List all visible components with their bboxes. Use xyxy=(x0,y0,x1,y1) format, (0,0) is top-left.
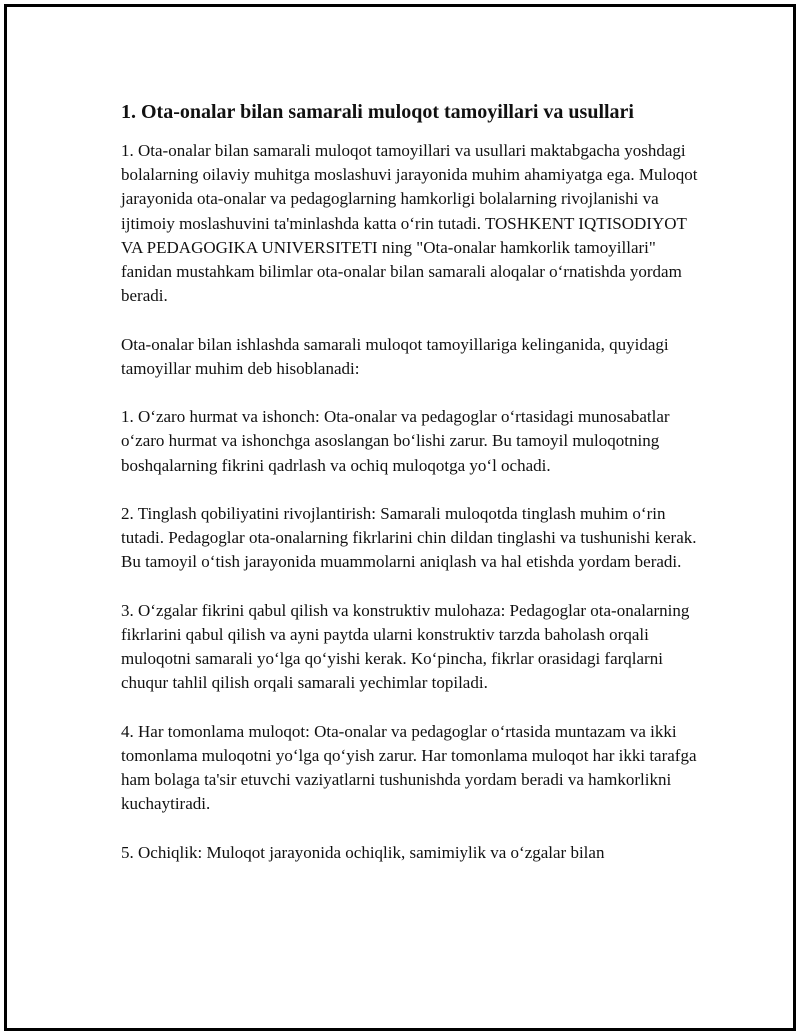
document-title: 1. Ota-onalar bilan samarali muloqot tamoyillari va usullari xyxy=(121,101,634,123)
paragraph-principles-lead: Ota-onalar bilan ishlashda samarali muloqot tamoyillariga kelinganida, quyidagi tamoyillar muhim deb hisoblanadi: xyxy=(121,334,669,378)
paragraph-principle-1: 1. Oʻzaro hurmat va ishonch: Ota-onalar va pedagoglar oʻrtasidagi munosabatlar oʻzaro hurmat va ishonchga asoslangan boʻlishi zarur. Bu tamoyil muloqotning boshqalarning fikrini qadrlash va ochiq muloqotga yoʻl ochadi. xyxy=(121,407,670,475)
paragraph-intro: 1. Ota-onalar bilan samarali muloqot tamoyillari va usullari maktabgacha yoshdagi bolalarning oilaviy muhitga moslashuvi jarayonida muhim ahamiyatga ega. Muloqot jarayonida ota-onalar va pedagoglarning hamkorligi bolalarning rivojlanishi va ijtimoiy moslashuvini ta'minlashda katta oʻrin tutadi. TOSHKENT IQTISODIYOT VA PEDAGOGIKA UNIVERSITETI ning "Ota-onalar hamkorlik tamoyillari" fanidan mustahkam bilimlar ota-onalar bilan samarali aloqalar oʻrnatishda yordam beradi. xyxy=(121,141,698,306)
paragraph-principle-3: 3. Oʻzgalar fikrini qabul qilish va konstruktiv mulohaza: Pedagoglar ota-onalarning fikrlarini qabul qilish va ayni paytda ularni konstruktiv tarzda baholash orqali muloqotni samarali yoʻlga qoʻyishi kerak. Koʻpincha, fikrlar orasidagi farqlarni chuqur tahlil qilish orqali samarali yechimlar topiladi. xyxy=(121,600,690,693)
paragraph-principle-5: 5. Ochiqlik: Muloqot jarayonida ochiqlik, samimiylik va oʻzgalar bilan xyxy=(121,842,605,862)
paragraph-principle-4: 4. Har tomonlama muloqot: Ota-onalar va pedagoglar oʻrtasida muntazam va ikki tomonlama muloqotni yoʻlga qoʻyish zarur. Har tomonlama muloqot har ikki tarafga ham bolaga ta'sir etuvchi vaziyatlarni tushunishda yordam beradi va hamkorlikni kuchaytiradi. xyxy=(121,721,697,814)
page-border xyxy=(4,4,796,1031)
paragraph-principle-2: 2. Tinglash qobiliyatini rivojlantirish: Samarali muloqotda tinglash muhim oʻrin tutadi. Pedagoglar ota-onalarning fikrlarini chin dildan tinglashi va tushunishi kerak. Bu tamoyil oʻtish jarayonida muammolarni aniqlash va hal etishda yordam beradi. xyxy=(121,504,697,572)
document-body xyxy=(121,99,701,889)
